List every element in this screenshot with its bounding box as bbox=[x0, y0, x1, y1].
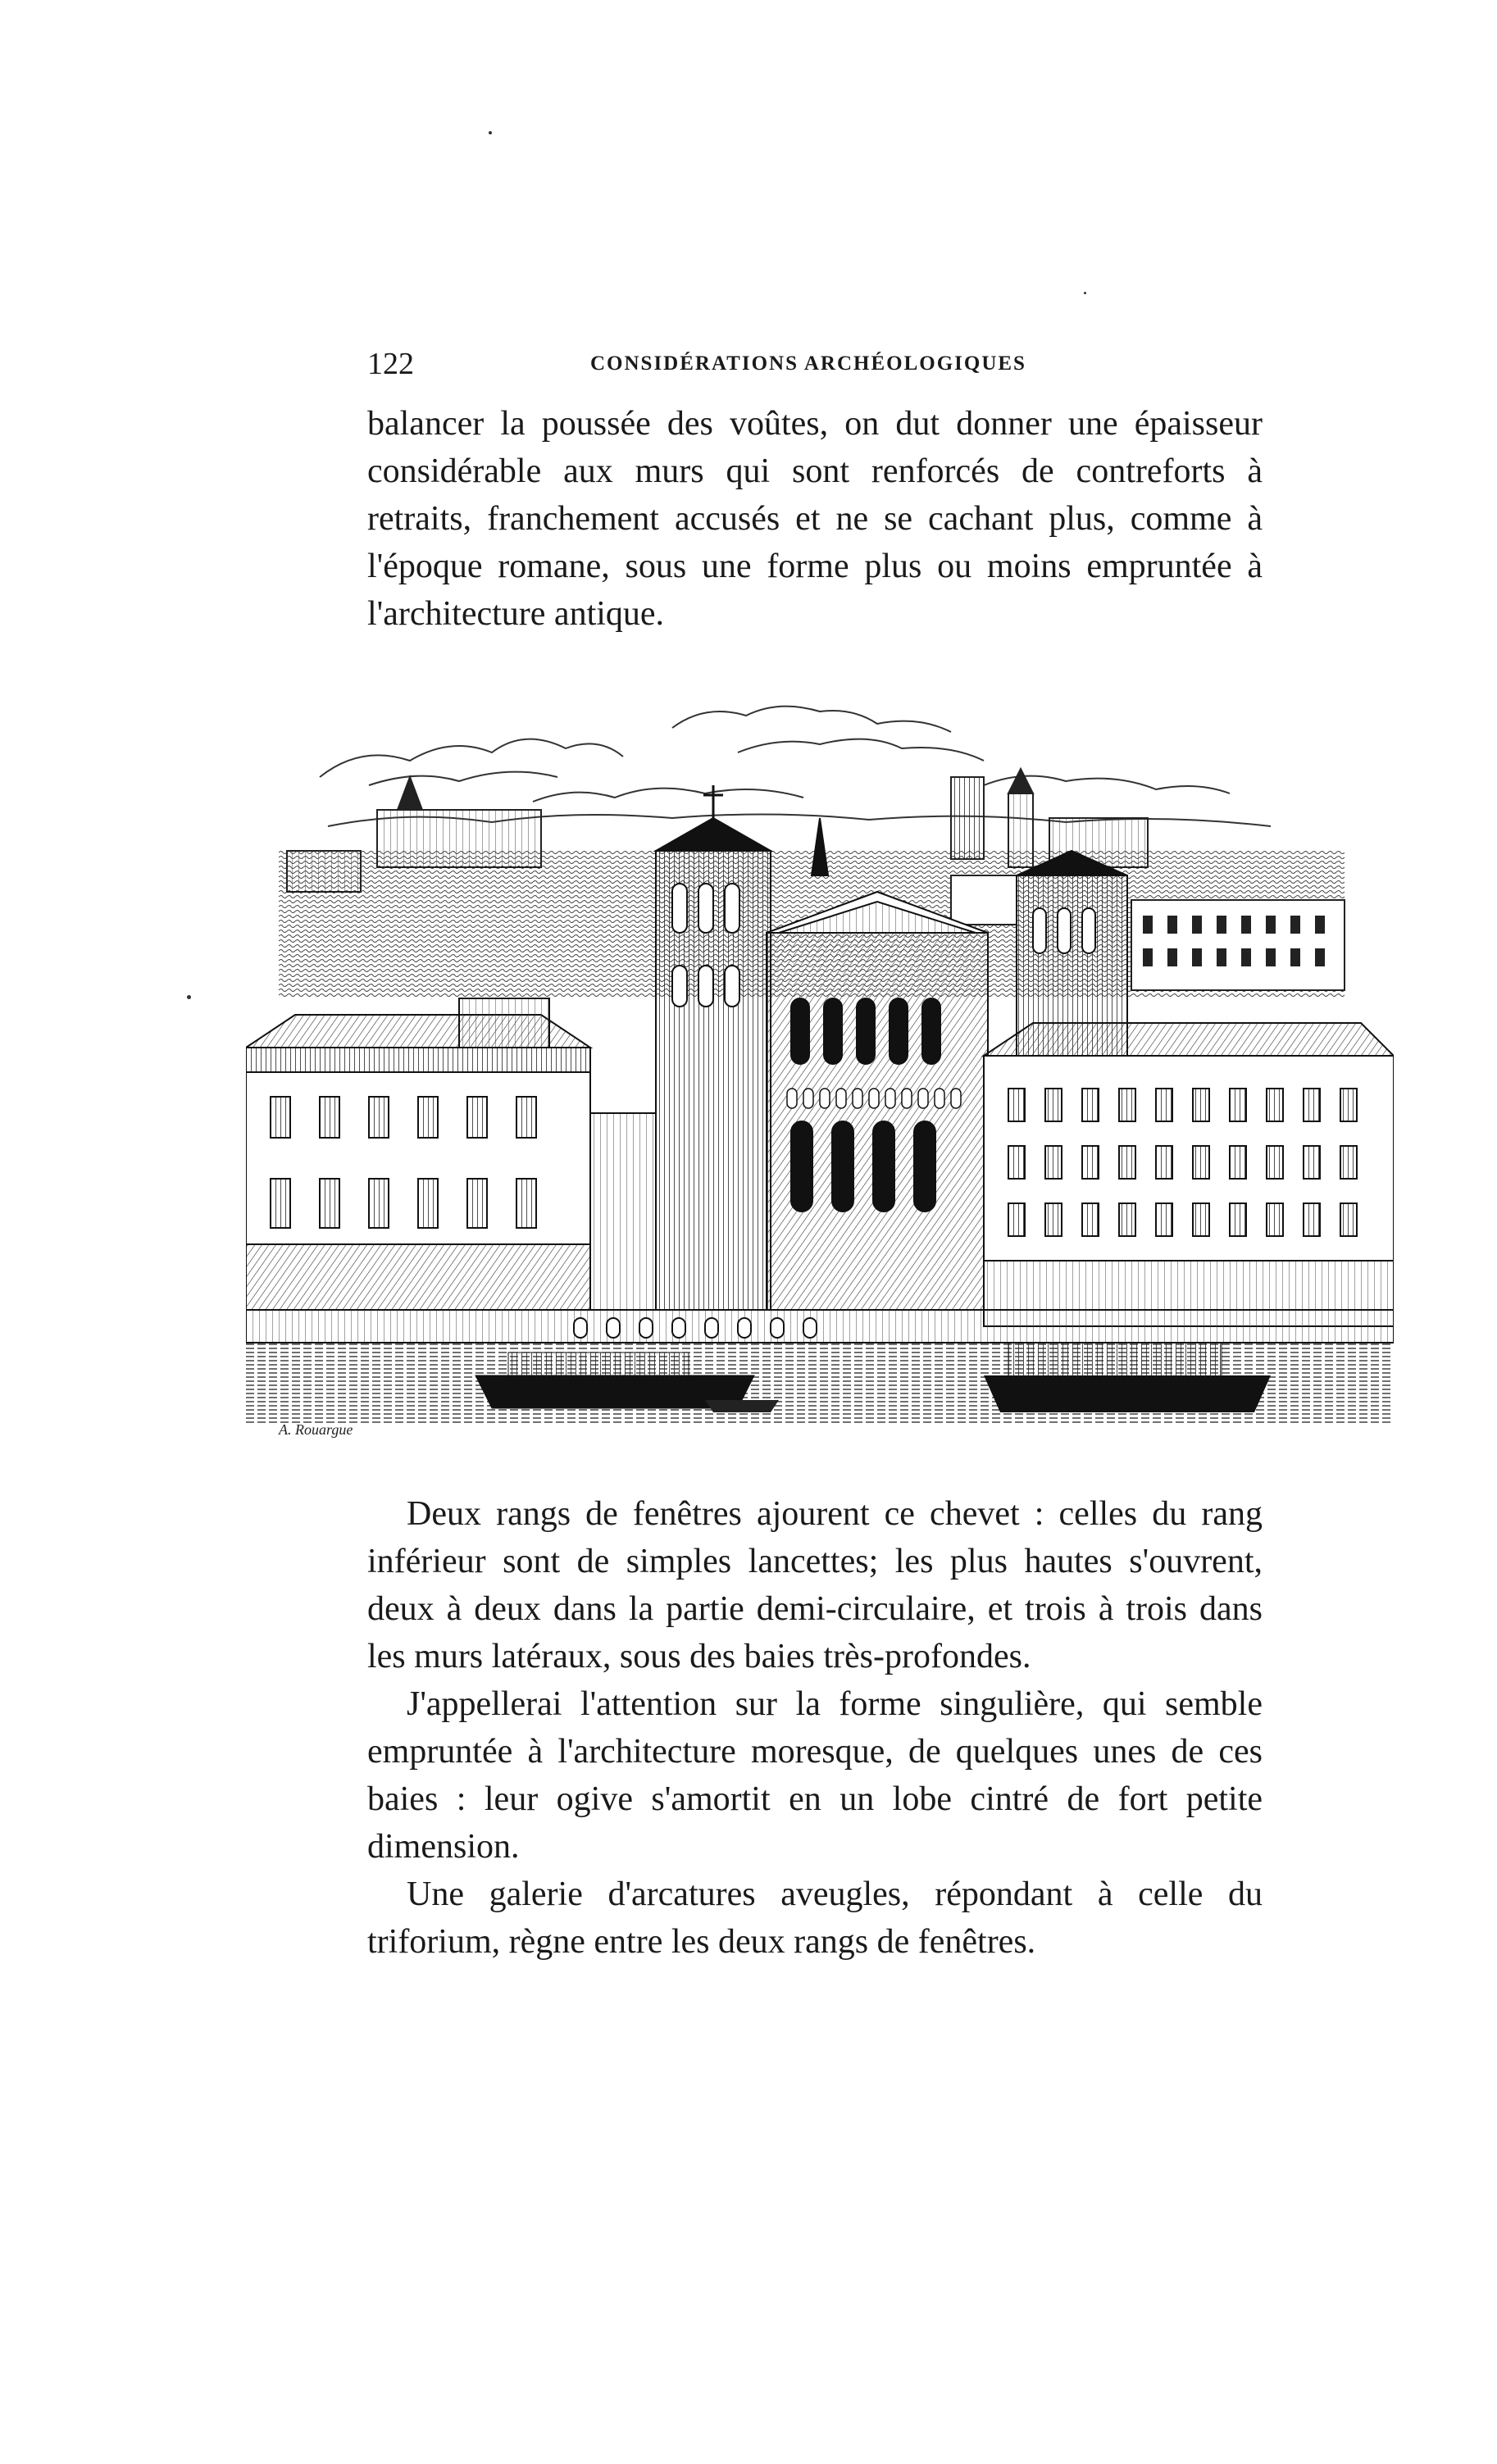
sky-clouds bbox=[320, 707, 1271, 826]
dust-speck bbox=[489, 131, 492, 134]
right-buildings bbox=[984, 1023, 1394, 1326]
paragraph: Une galerie d'arcatures aveugles, répondant à celle du triforium, règne entre les deux rangs de fenêtres. bbox=[367, 1875, 1263, 1961]
quay bbox=[246, 1310, 1394, 1343]
body-text-bottom bbox=[367, 1490, 1263, 1966]
dust-speck bbox=[1084, 292, 1086, 294]
cathedral-engraving bbox=[246, 687, 1394, 1441]
paragraph: balancer la poussée des voûtes, on dut donner une épaisseur considérable aux murs qui sont renforcés de contreforts à retraits, franchement accusés et ne se cachant plus, comme à l'époque romane, sous une forme plus ou moins empruntée à l'architecture antique. bbox=[367, 405, 1263, 633]
running-title: CONSIDÉRATIONS ARCHÉOLOGIQUES bbox=[590, 352, 1026, 375]
page-header bbox=[367, 346, 1263, 387]
paragraph: Deux rangs de fenêtres ajourent ce chevet : celles du rang inférieur sont de simples lancettes; les plus hautes s'ouvrent, deux à deux dans la partie demi-circulaire, et trois à trois dans les murs latéraux, sous des baies très-profondes. bbox=[367, 1495, 1263, 1675]
body-text-top bbox=[367, 400, 1263, 638]
engraver-signature: A. Rouargue bbox=[279, 1421, 353, 1438]
dust-speck bbox=[187, 995, 191, 999]
page-number: 122 bbox=[367, 347, 414, 381]
left-buildings bbox=[246, 998, 656, 1310]
river bbox=[246, 1343, 1394, 1425]
paragraph: J'appellerai l'attention sur la forme singulière, qui semble empruntée à l'architecture moresque, de quelques unes de ces baies : leur ogive s'amortit en un lobe cintré de fort petite dimension. bbox=[367, 1685, 1263, 1866]
